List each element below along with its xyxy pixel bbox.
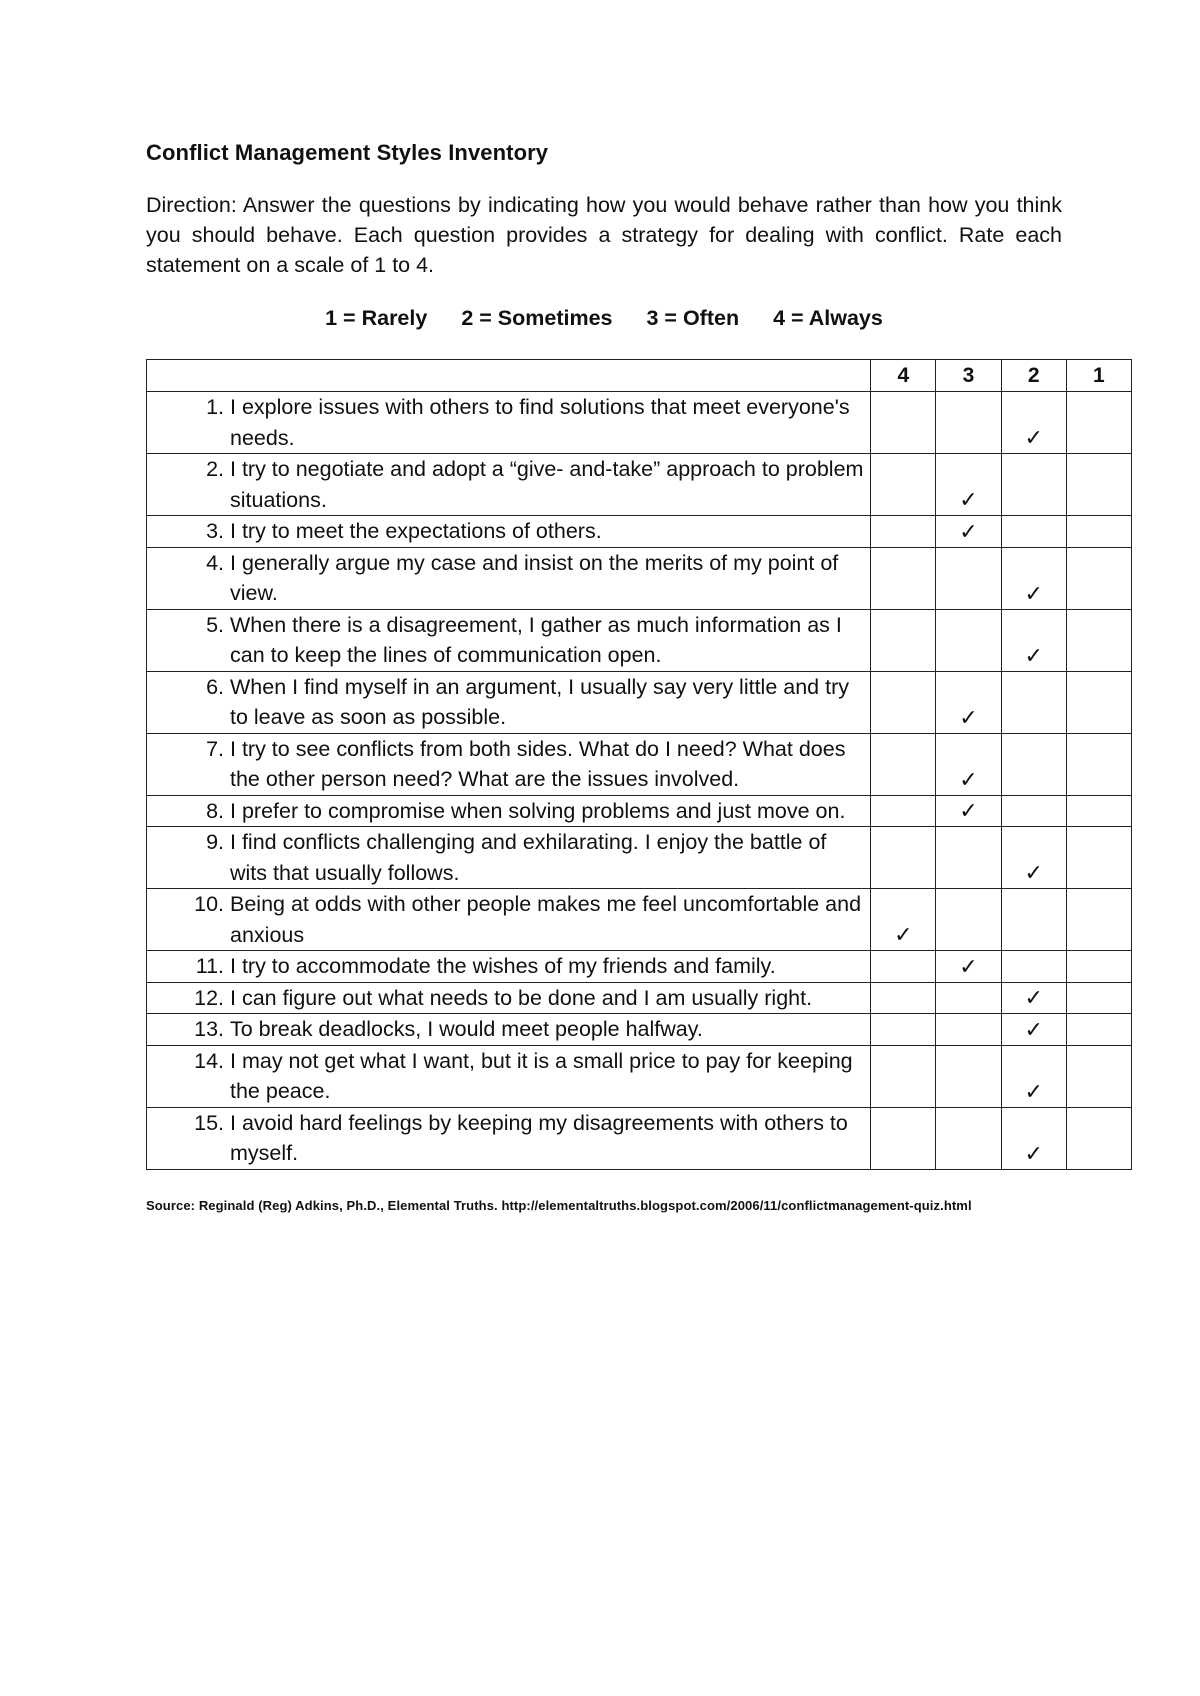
rating-cell-3 bbox=[936, 609, 1001, 671]
check-mark-icon: ✓ bbox=[1024, 425, 1043, 450]
question-text: I try to meet the expectations of others. bbox=[230, 519, 602, 543]
rating-cell-2 bbox=[1001, 951, 1066, 983]
table-body bbox=[147, 392, 1132, 1170]
table-row bbox=[147, 951, 1132, 983]
rating-cell-4 bbox=[871, 547, 936, 609]
header-question-cell bbox=[147, 360, 871, 392]
rating-cell-3 bbox=[936, 982, 1001, 1014]
rating-cell-3 bbox=[936, 671, 1001, 733]
rating-cell-3 bbox=[936, 392, 1001, 454]
question-number: 9. bbox=[206, 830, 224, 854]
rating-cell-2 bbox=[1001, 1014, 1066, 1046]
inventory-table bbox=[146, 359, 1132, 1170]
rating-cell-4 bbox=[871, 454, 936, 516]
rating-scale-legend bbox=[146, 306, 1062, 331]
rating-cell-2 bbox=[1001, 609, 1066, 671]
table-row bbox=[147, 609, 1132, 671]
page-title: Conflict Management Styles Inventory bbox=[146, 140, 549, 165]
rating-cell-1 bbox=[1066, 827, 1131, 889]
source-citation: Source: Reginald (Reg) Adkins, Ph.D., Elemental Truths. http://elementaltruths.blogspot.com/2006/11/conflictmanagement-quiz.html bbox=[146, 1197, 972, 1213]
rating-cell-2 bbox=[1001, 733, 1066, 795]
document-page bbox=[146, 140, 1132, 1213]
rating-cell-4 bbox=[871, 516, 936, 548]
table-row bbox=[147, 1045, 1132, 1107]
rating-cell-4 bbox=[871, 951, 936, 983]
rating-cell-3 bbox=[936, 516, 1001, 548]
check-mark-icon: ✓ bbox=[1024, 642, 1043, 668]
question-text: I avoid hard feelings by keeping my disagreements with others to myself. bbox=[230, 1110, 848, 1165]
rating-cell-4 bbox=[871, 671, 936, 733]
check-mark-icon: ✓ bbox=[959, 704, 978, 730]
question-cell bbox=[147, 982, 871, 1014]
rating-cell-4 bbox=[871, 609, 936, 671]
check-mark-icon: ✓ bbox=[1024, 1078, 1043, 1104]
scale-item-1: 1 = Rarely bbox=[325, 306, 428, 330]
rating-cell-4 bbox=[871, 795, 936, 827]
rating-cell-3 bbox=[936, 733, 1001, 795]
question-text: When there is a disagreement, I gather as much information as I can to keep the lines of communication open. bbox=[230, 612, 842, 667]
rating-cell-1 bbox=[1066, 951, 1131, 983]
table-row bbox=[147, 671, 1132, 733]
check-mark-icon: ✓ bbox=[1024, 1016, 1043, 1042]
rating-cell-2 bbox=[1001, 827, 1066, 889]
question-text: I try to negotiate and adopt a “give- and-take” approach to problem situations. bbox=[230, 457, 864, 512]
question-number: 12. bbox=[194, 985, 224, 1010]
rating-cell-3 bbox=[936, 827, 1001, 889]
rating-cell-4 bbox=[871, 392, 936, 454]
question-text: I may not get what I want, but it is a small price to pay for keeping the peace. bbox=[230, 1048, 853, 1103]
scale-item-3: 3 = Often bbox=[646, 306, 740, 330]
rating-cell-4 bbox=[871, 982, 936, 1014]
rating-cell-1 bbox=[1066, 671, 1131, 733]
check-mark-icon: ✓ bbox=[1024, 1140, 1043, 1166]
check-mark-icon: ✓ bbox=[1024, 580, 1043, 606]
rating-cell-3 bbox=[936, 951, 1001, 983]
question-cell bbox=[147, 795, 871, 827]
header-col-3: 3 bbox=[936, 360, 1001, 392]
rating-cell-4 bbox=[871, 1045, 936, 1107]
question-number: 5. bbox=[206, 612, 224, 637]
check-mark-icon: ✓ bbox=[1024, 860, 1043, 885]
rating-cell-2 bbox=[1001, 671, 1066, 733]
question-cell bbox=[147, 609, 871, 671]
rating-cell-1 bbox=[1066, 733, 1131, 795]
rating-cell-4 bbox=[871, 1014, 936, 1046]
rating-cell-1 bbox=[1066, 547, 1131, 609]
rating-cell-1 bbox=[1066, 1014, 1131, 1046]
check-mark-icon: ✓ bbox=[1024, 985, 1043, 1010]
question-cell bbox=[147, 547, 871, 609]
table-row bbox=[147, 795, 1132, 827]
question-number: 10. bbox=[194, 892, 224, 916]
question-cell bbox=[147, 733, 871, 795]
question-cell bbox=[147, 1045, 871, 1107]
rating-cell-3 bbox=[936, 795, 1001, 827]
rating-cell-1 bbox=[1066, 516, 1131, 548]
rating-cell-3 bbox=[936, 1107, 1001, 1169]
rating-cell-1 bbox=[1066, 1045, 1131, 1107]
direction-paragraph: Direction: Answer the questions by indicating how you would behave rather than how you think you should behave. Each question provides a strategy for dealing with conflict. Rate each statement on a scale of 1 to 4. bbox=[146, 193, 1062, 277]
rating-cell-3 bbox=[936, 1045, 1001, 1107]
rating-cell-1 bbox=[1066, 454, 1131, 516]
rating-cell-1 bbox=[1066, 1107, 1131, 1169]
check-mark-icon: ✓ bbox=[959, 487, 978, 512]
question-number: 11. bbox=[195, 954, 224, 978]
table-row bbox=[147, 1107, 1132, 1169]
rating-cell-2 bbox=[1001, 547, 1066, 609]
question-cell bbox=[147, 1107, 871, 1169]
rating-cell-2 bbox=[1001, 1107, 1066, 1169]
question-number: 7. bbox=[206, 736, 224, 761]
question-cell bbox=[147, 454, 871, 516]
table-row bbox=[147, 392, 1132, 454]
table-row bbox=[147, 733, 1132, 795]
rating-cell-1 bbox=[1066, 982, 1131, 1014]
table-row bbox=[147, 547, 1132, 609]
question-text: I generally argue my case and insist on the merits of my point of view. bbox=[230, 550, 839, 605]
table-row bbox=[147, 1014, 1132, 1046]
question-number: 2. bbox=[206, 457, 224, 481]
question-cell bbox=[147, 827, 871, 889]
table-row bbox=[147, 454, 1132, 516]
question-text: I try to see conflicts from both sides. What do I need? What does the other person need? What are the issues involved. bbox=[230, 736, 846, 791]
scale-item-2: 2 = Sometimes bbox=[461, 306, 613, 330]
question-text: I find conflicts challenging and exhilarating. I enjoy the battle of wits that usually follows. bbox=[230, 830, 827, 885]
question-text: When I find myself in an argument, I usually say very little and try to leave as soon as possible. bbox=[230, 674, 849, 729]
question-number: 14. bbox=[194, 1048, 224, 1073]
rating-cell-3 bbox=[936, 454, 1001, 516]
rating-cell-2 bbox=[1001, 392, 1066, 454]
question-cell bbox=[147, 951, 871, 983]
scale-item-4: 4 = Always bbox=[773, 306, 883, 330]
question-cell bbox=[147, 889, 871, 951]
rating-cell-2 bbox=[1001, 454, 1066, 516]
rating-cell-2 bbox=[1001, 1045, 1066, 1107]
check-mark-icon: ✓ bbox=[959, 798, 978, 823]
question-text: Being at odds with other people makes me feel uncomfortable and anxious bbox=[230, 892, 862, 947]
check-mark-icon: ✓ bbox=[959, 953, 978, 979]
question-cell bbox=[147, 671, 871, 733]
question-number: 6. bbox=[206, 674, 224, 699]
rating-cell-1 bbox=[1066, 889, 1131, 951]
check-mark-icon: ✓ bbox=[894, 922, 913, 947]
rating-cell-4 bbox=[871, 1107, 936, 1169]
rating-cell-1 bbox=[1066, 795, 1131, 827]
question-text: I explore issues with others to find solutions that meet everyone's needs. bbox=[230, 395, 850, 450]
question-text: I prefer to compromise when solving problems and just move on. bbox=[230, 798, 846, 823]
question-number: 3. bbox=[206, 519, 224, 543]
rating-cell-2 bbox=[1001, 889, 1066, 951]
question-number: 4. bbox=[206, 550, 224, 575]
question-number: 1. bbox=[206, 395, 224, 419]
question-text: I try to accommodate the wishes of my friends and family. bbox=[230, 954, 776, 978]
rating-cell-1 bbox=[1066, 609, 1131, 671]
header-col-4: 4 bbox=[871, 360, 936, 392]
question-number: 15. bbox=[194, 1110, 224, 1135]
check-mark-icon: ✓ bbox=[959, 766, 978, 792]
rating-cell-3 bbox=[936, 547, 1001, 609]
rating-cell-4 bbox=[871, 827, 936, 889]
check-mark-icon: ✓ bbox=[959, 518, 978, 544]
question-cell bbox=[147, 516, 871, 548]
table-row bbox=[147, 982, 1132, 1014]
rating-cell-1 bbox=[1066, 392, 1131, 454]
rating-cell-4 bbox=[871, 889, 936, 951]
rating-cell-4 bbox=[871, 733, 936, 795]
question-number: 13. bbox=[194, 1017, 224, 1041]
question-text: I can figure out what needs to be done and I am usually right. bbox=[230, 985, 813, 1010]
question-number: 8. bbox=[206, 798, 224, 823]
table-row bbox=[147, 827, 1132, 889]
table-row bbox=[147, 516, 1132, 548]
table-row bbox=[147, 889, 1132, 951]
rating-cell-2 bbox=[1001, 795, 1066, 827]
header-col-1: 1 bbox=[1066, 360, 1131, 392]
table-header-row bbox=[147, 360, 1132, 392]
rating-cell-3 bbox=[936, 1014, 1001, 1046]
header-col-2: 2 bbox=[1001, 360, 1066, 392]
question-cell bbox=[147, 392, 871, 454]
question-text: To break deadlocks, I would meet people halfway. bbox=[230, 1017, 703, 1041]
rating-cell-3 bbox=[936, 889, 1001, 951]
rating-cell-2 bbox=[1001, 516, 1066, 548]
rating-cell-2 bbox=[1001, 982, 1066, 1014]
question-cell bbox=[147, 1014, 871, 1046]
